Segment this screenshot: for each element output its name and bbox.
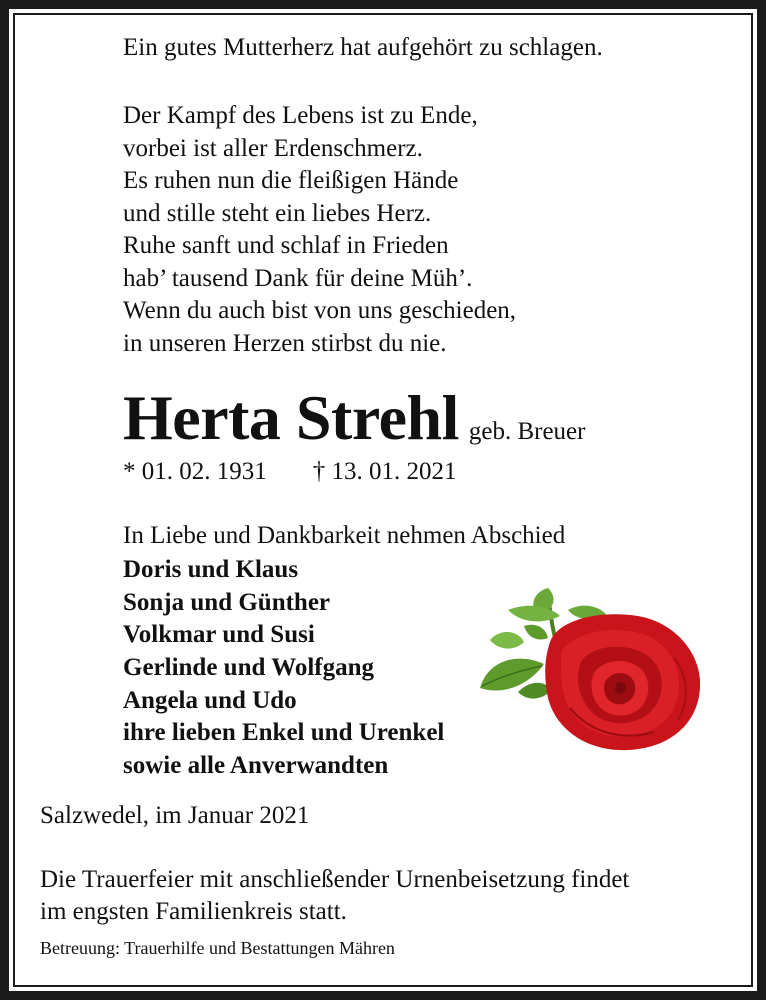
poem-line: in unseren Herzen stirbst du nie.: [123, 329, 447, 357]
ceremony-notice: [40, 864, 629, 928]
maiden-name: geb. Breuer: [468, 418, 586, 445]
deceased-name: Herta Strehl: [123, 382, 459, 453]
intro-line: Ein gutes Mutterherz hat aufgehört zu schlagen.: [123, 34, 603, 61]
mourner-item: sowie alle Anverwandten: [123, 752, 389, 780]
birth-date: * 01. 02. 1931: [123, 458, 267, 485]
life-dates: [123, 456, 457, 488]
farewell-line: In Liebe und Dankbarkeit nehmen Abschied: [123, 522, 566, 549]
poem-line: hab’ tausend Dank für deine Müh’.: [123, 264, 473, 292]
mourner-item: Gerlinde und Wolfgang: [123, 654, 374, 682]
mourner-item: Sonja und Günther: [123, 588, 331, 616]
death-date: † 13. 01. 2021: [312, 458, 457, 485]
rose-image: [478, 580, 708, 760]
poem-line: Wenn du auch bist von uns geschieden,: [123, 297, 517, 324]
ceremony-line: im engsten Familienkreis statt.: [40, 898, 347, 925]
mourner-item: Doris und Klaus: [123, 556, 299, 583]
poem: [123, 100, 516, 360]
name-line: [123, 380, 585, 456]
poem-line: Ruhe sanft und schlaf in Frieden: [123, 232, 449, 259]
poem-line: Der Kampf des Lebens ist zu Ende,: [123, 102, 478, 129]
poem-line: vorbei ist aller Erdenschmerz.: [123, 134, 423, 162]
funeral-home-credit: Betreuung: Trauerhilfe und Bestattungen Mähren: [40, 938, 395, 958]
mourner-item: Volkmar und Susi: [123, 621, 315, 649]
mourners-list: [123, 554, 444, 783]
ceremony-line: Die Trauerfeier mit anschließender Urnenbeisetzung findet: [40, 866, 630, 893]
mourner-item: ihre lieben Enkel und Urenkel: [123, 719, 445, 747]
poem-line: Es ruhen nun die fleißigen Hände: [123, 167, 459, 194]
poem-line: und stille steht ein liebes Herz.: [123, 199, 432, 227]
place-date: Salzwedel, im Januar 2021: [40, 802, 310, 829]
mourner-item: Angela und Udo: [123, 686, 297, 714]
